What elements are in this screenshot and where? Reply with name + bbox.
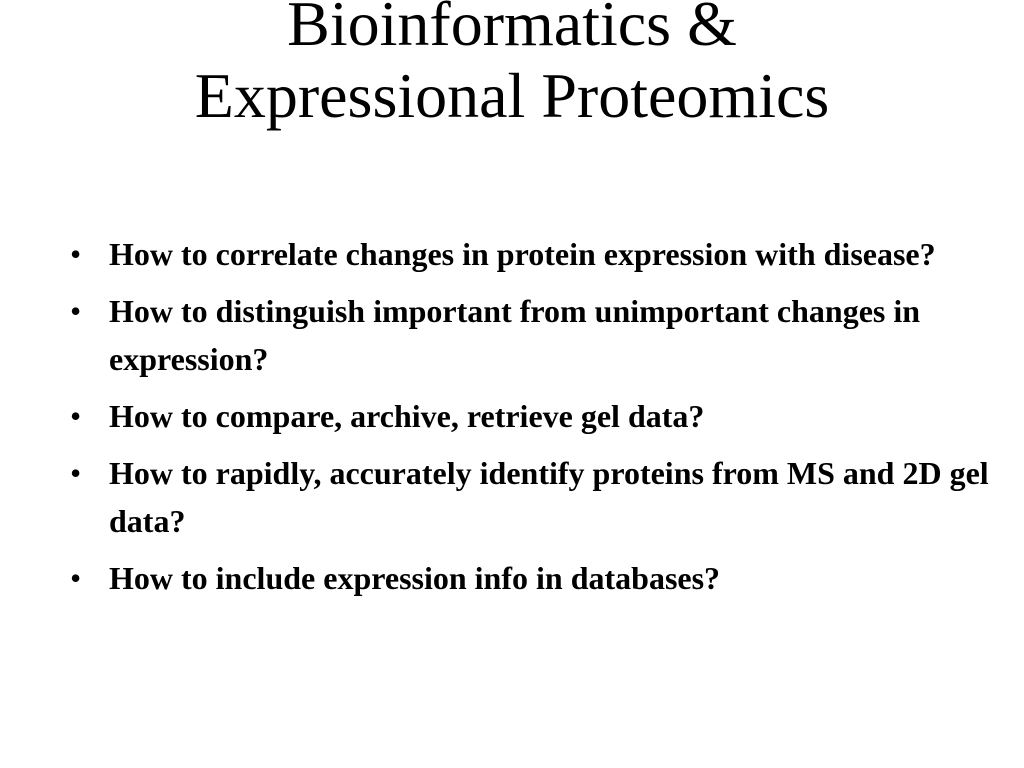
- bullet-text: How to include expression info in databases?: [109, 560, 721, 596]
- bullet-item: [70, 554, 1005, 602]
- bullet-text: How to compare, archive, retrieve gel data?: [109, 398, 705, 434]
- bullet-list: [70, 230, 1005, 611]
- bullet-item: [70, 230, 1005, 278]
- bullet-item: [70, 392, 1005, 440]
- slide-title-line-2: Expressional Proteomics: [194, 60, 830, 131]
- bullet-dot-icon: •: [70, 398, 82, 434]
- bullet-text: How to rapidly, accurately identify proteins from MS and 2D gel data?: [109, 455, 989, 539]
- bullet-dot-icon: •: [70, 293, 82, 329]
- bullet-dot-icon: •: [70, 455, 82, 491]
- slide-title: [0, 0, 1024, 132]
- bullet-text: How to distinguish important from unimportant changes in expression?: [109, 293, 921, 377]
- slide-title-line-1: Bioinformatics &: [287, 0, 737, 59]
- bullet-dot-icon: •: [70, 236, 82, 272]
- bullet-item: [70, 449, 1005, 545]
- bullet-text: How to correlate changes in protein expression with disease?: [109, 236, 936, 272]
- bullet-item: [70, 287, 1005, 383]
- bullet-dot-icon: •: [70, 560, 82, 596]
